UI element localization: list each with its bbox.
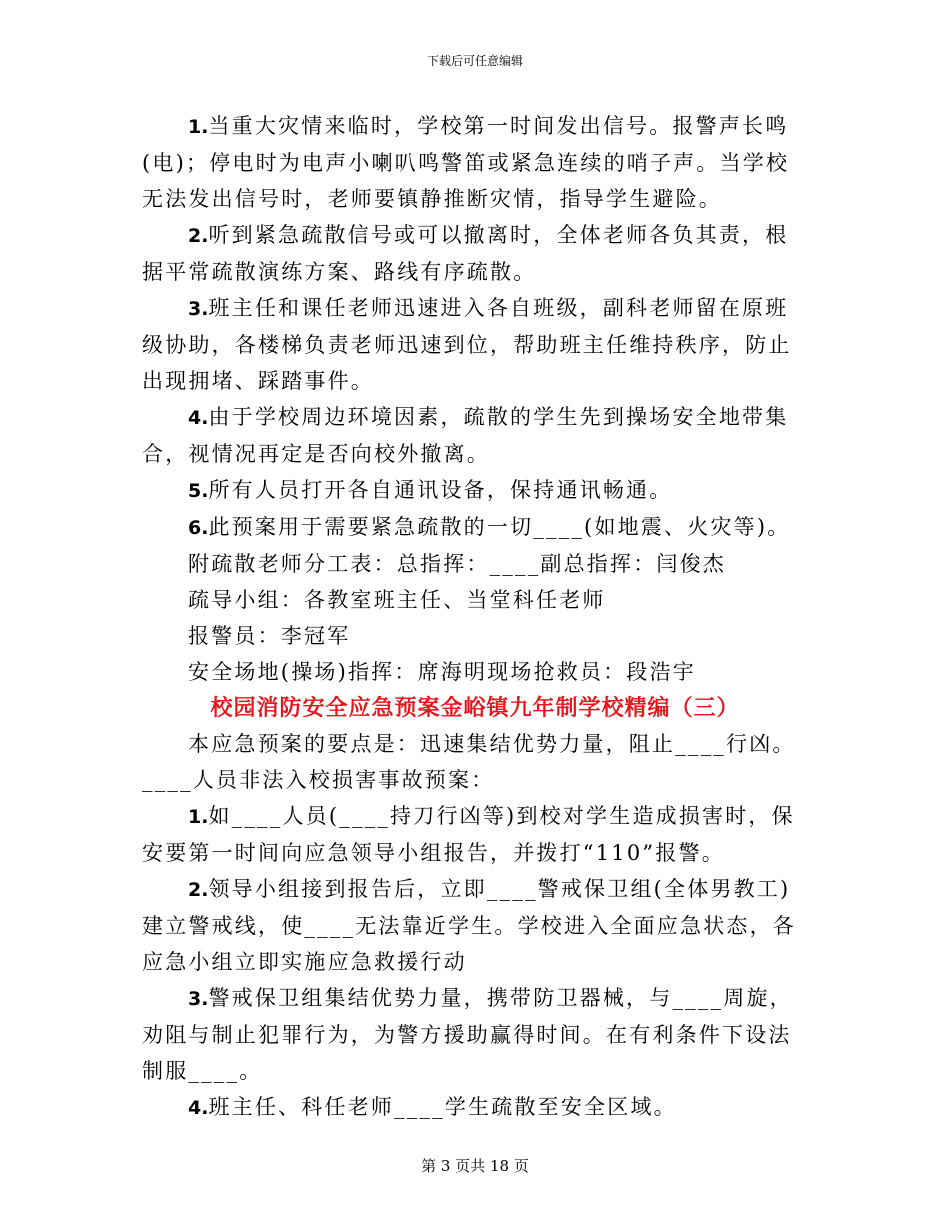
page-header: 下载后可任意编辑 [426, 54, 523, 68]
item-number: 5. [188, 480, 209, 502]
paragraph-b1 [142, 798, 808, 871]
paragraph-text: 班主任和课任老师迅速进入各自班级，副科老师留在原班级协助，各楼梯负责老师迅速到位，帮助班主任维持秩序，防止出现拥堵、踩踏事件。 [142, 296, 792, 393]
paragraph-text: 由于学校周边环境因素，疏散的学生先到操场安全地带集合，视情况再定是否向校外撤离。 [142, 405, 789, 466]
paragraph-b4 [142, 1089, 808, 1126]
paragraph-5 [142, 472, 808, 509]
paragraph-text: 如____人员(____持刀行凶等)到校对学生造成损害时，保安要第一时间向应急领导小组报告，并拨打“110”报警。 [142, 804, 795, 865]
item-number: 1. [188, 806, 209, 828]
document-body [142, 108, 808, 1126]
paragraph-2 [142, 217, 808, 290]
item-number: 2. [188, 225, 209, 247]
paragraph-text: 当重大灾情来临时，学校第一时间发出信号。报警声长鸣(电)；停电时为电声小喇叭鸣警笛或紧急连续的哨子声。当学校无法发出信号时，老师要镇静推断灾情，指导学生避险。 [142, 114, 790, 211]
item-number: 1. [188, 116, 209, 138]
section-heading: 校园消防安全应急预案金峪镇九年制学校精编（三） [210, 695, 740, 721]
paragraph-text: 班主任、科任老师____学生疏散至安全区域。 [208, 1095, 677, 1119]
paragraph-1 [142, 108, 808, 217]
paragraph-3 [142, 290, 808, 399]
paragraph-b2 [142, 871, 808, 980]
paragraph-text: 警戒保卫组集结优势力量，携带防卫器械，与____周旋，劝阻与制止犯罪行为，为警方援助赢得时间。在有利条件下设法制服____。 [142, 986, 793, 1083]
item-number: 2. [188, 879, 209, 901]
item-number: 4. [188, 407, 209, 429]
item-number: 4. [188, 1097, 209, 1119]
item-number: 3. [188, 298, 209, 320]
paragraph-6 [142, 509, 808, 546]
item-number: 3. [188, 988, 209, 1010]
staff-assignment-line: 附疏散老师分工表：总指挥：____副总指挥：闫俊杰 [188, 552, 726, 576]
guidance-group-line: 疏导小组：各教室班主任、当堂科任老师 [188, 588, 606, 612]
safe-area-line: 安全场地(操场)指挥：席海明现场抢救员：段浩宇 [188, 660, 696, 684]
page-footer: 第 3 页共 18 页 [421, 1157, 529, 1175]
paragraph-text: 此预案用于需要紧急疏散的一切____(如地震、火灾等)。 [208, 515, 791, 539]
paragraph-text: 所有人员打开各自通讯设备，保持通讯畅通。 [208, 478, 673, 502]
intro-paragraph: 本应急预案的要点是：迅速集结优势力量，阻止____行凶。____人员非法入校损害事故预案： [142, 732, 796, 792]
paragraph-b3 [142, 980, 808, 1089]
item-number: 6. [188, 517, 209, 539]
paragraph-text: 听到紧急疏散信号或可以撤离时，全体老师各负其责，根据平常疏散演练方案、路线有序疏散。 [142, 223, 789, 284]
alarm-officer-line: 报警员：李冠军 [188, 624, 351, 648]
paragraph-text: 领导小组接到报告后，立即____警戒保卫组(全体男教工)建立警戒线，使____无法靠近学生。学校进入全面应急状态，各应急小组立即实施应急救援行动 [142, 877, 796, 974]
paragraph-4 [142, 399, 808, 472]
